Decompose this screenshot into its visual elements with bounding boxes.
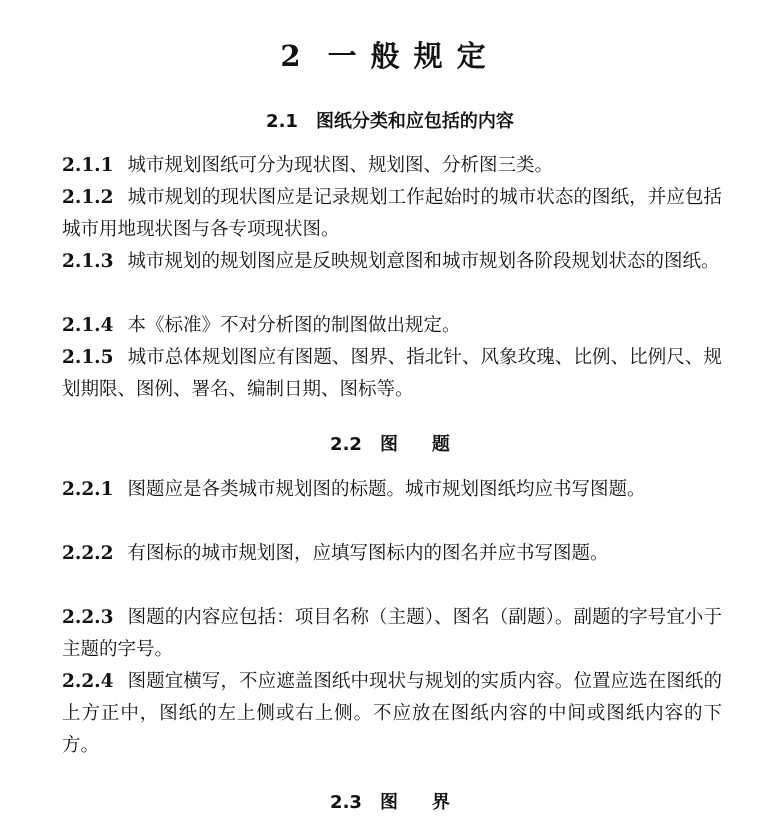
clause-text: 有图标的城市规划图，应填写图标内的图名并应书写图题。	[127, 543, 609, 564]
clause-text: 城市规划图纸可分为现状图、规划图、分析图三类。	[127, 155, 554, 176]
section-number: 2.3	[330, 792, 362, 813]
clause-2-1-4	[62, 310, 722, 342]
chapter-title	[0, 34, 780, 75]
section-heading-2-1	[0, 107, 780, 133]
clause-text: 图题宜横写，不应遮盖图纸中现状与规划的实质内容。位置应选在图纸的上方正中，图纸的左上侧或右上侧。不应放在图纸内容的中间或图纸内容的下方。	[62, 671, 722, 756]
section-title: 图纸分类和应包括的内容	[315, 111, 514, 132]
clause-2-1-5	[62, 342, 722, 406]
clause-text: 图题的内容应包括：项目名称（主题）、图名（副题）。副题的字号宜小于主题的字号。	[62, 607, 722, 660]
clause-2-2-1	[62, 474, 722, 506]
section-heading-2-2	[0, 430, 780, 456]
clause-number: 2.2.4	[62, 671, 114, 692]
chapter-number: 2	[280, 39, 302, 73]
clause-number: 2.1.2	[62, 187, 114, 208]
clause-number: 2.2.1	[62, 479, 114, 500]
clause-text: 本《标准》不对分析图的制图做出规定。	[127, 315, 461, 336]
clause-number: 2.1.5	[62, 347, 114, 368]
section-title: 图界	[379, 792, 484, 813]
clause-2-1-1	[62, 150, 722, 182]
clause-2-2-3	[62, 602, 722, 666]
clause-number: 2.1.1	[62, 155, 114, 176]
clause-number: 2.1.4	[62, 315, 114, 336]
clause-text: 城市规划的规划图应是反映规划意图和城市规划各阶段规划状态的图纸。	[127, 251, 720, 272]
clause-2-1-3	[62, 246, 722, 278]
chapter-title-text: 一般规定	[327, 39, 500, 73]
clause-number: 2.1.3	[62, 251, 114, 272]
section-title: 图题	[379, 434, 484, 455]
clause-2-2-4	[62, 666, 722, 762]
section-number: 2.2	[330, 434, 362, 455]
clause-number: 2.2.3	[62, 607, 114, 628]
clause-2-1-2	[62, 182, 722, 246]
clause-2-2-2	[62, 538, 722, 570]
clause-text: 图题应是各类城市规划图的标题。城市规划图纸均应书写图题。	[127, 479, 646, 500]
clause-text: 城市总体规划图应有图题、图界、指北针、风象玫瑰、比例、比例尺、规划期限、图例、署名、编制日期、图标等。	[62, 347, 722, 400]
section-number: 2.1	[266, 111, 298, 132]
clause-text: 城市规划的现状图应是记录规划工作起始时的城市状态的图纸，并应包括城市用地现状图与各专项现状图。	[62, 187, 722, 240]
section-heading-2-3	[0, 788, 780, 814]
clause-number: 2.2.2	[62, 543, 114, 564]
